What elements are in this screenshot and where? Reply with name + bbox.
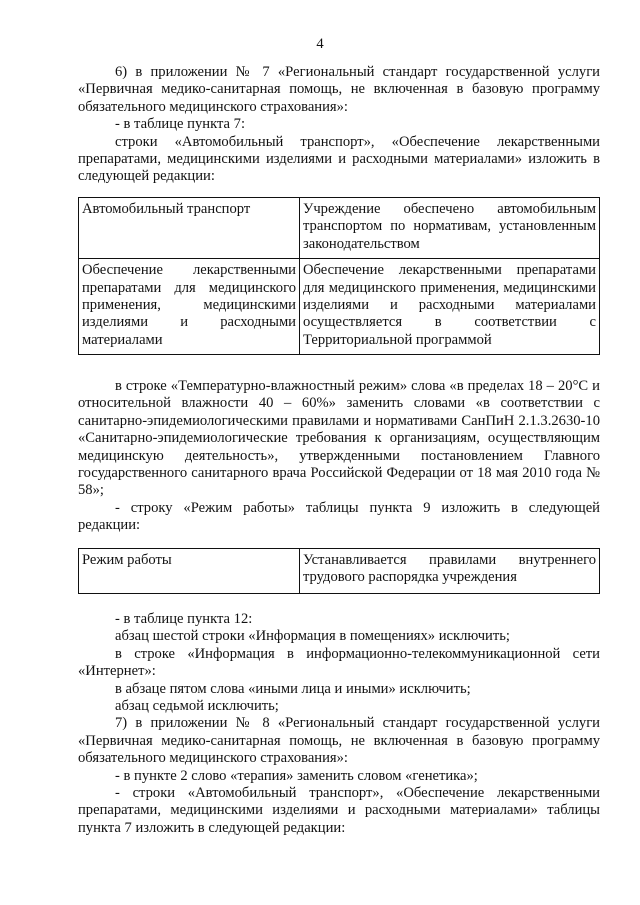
paragraph-info-internet: в строке «Информация в информационно-телекоммуникационной сети «Интернет»: <box>78 645 600 680</box>
paragraph-table-item-12: - в таблице пункта 12: <box>115 611 253 627</box>
section-amendment-6 <box>78 64 600 186</box>
table-cell: Учреждение обеспечено автомобильным транспортом по нормативам, установленным законодательством <box>300 198 600 259</box>
table-work-mode <box>78 548 600 594</box>
paragraph-info-premises: абзац шестой строки «Информация в помещениях» исключить; <box>115 628 510 645</box>
table-row <box>79 198 600 259</box>
paragraph-rows-replace: строки «Автомобильный транспорт», «Обеспечение лекарственными препаратами, медицинскими изделиями и расходными материалами» изложить в следующей редакции: <box>78 133 600 185</box>
section-temperature-mode <box>78 378 600 535</box>
paragraph-fifth-clause: в абзаце пятом слова «иными лица и иными» исключить; <box>115 680 471 697</box>
paragraph-appendix-7: 6) в приложении № 7 «Региональный стандарт государственной услуги «Первичная медико-санитарная помощь, не включенная в базовую программу обязательного медицинского страхования»: <box>78 64 600 115</box>
table-cell: Обеспечение лекарственными препаратами для медицинского применения, медицинскими изделиями и расходными материалами осуществляется в соответствии с Территориальной программой <box>300 259 600 355</box>
table-row <box>79 549 600 594</box>
table-cell: Обеспечение лекарственными препаратами для медицинского применения, медицинскими изделиями и расходными материалами <box>79 259 300 355</box>
table-cell: Режим работы <box>79 549 300 594</box>
paragraph-rows-replace-item-7: - строки «Автомобильный транспорт», «Обеспечение лекарственными препаратами, медицинскими изделиями и расходными материалами» таблицы пункта 7 изложить в следующей редакции: <box>78 785 600 836</box>
table-transport-supply <box>78 197 600 355</box>
paragraph-item-2-genetics: - в пункте 2 слово «терапия» заменить словом «генетика»; <box>115 767 478 784</box>
table-cell: Устанавливается правилами внутреннего трудового распорядка учреждения <box>300 549 600 594</box>
paragraph-appendix-8: 7) в приложении № 8 «Региональный стандарт государственной услуги «Первичная медико-санитарная помощь, не включенная в базовую программу обязательного медицинского страхования»: <box>78 715 600 767</box>
paragraph-seventh-clause: абзац седьмой исключить; <box>115 698 279 715</box>
section-amendments-12-8 <box>78 611 600 837</box>
paragraph-table-item-7: - в таблице пункта 7: <box>115 116 246 133</box>
table-cell: Автомобильный транспорт <box>79 198 300 259</box>
table-row <box>79 259 600 355</box>
paragraph-work-mode: - строку «Режим работы» таблицы пункта 9 изложить в следующей редакции: <box>78 499 600 534</box>
page-number: 4 <box>316 36 324 52</box>
paragraph-temperature: в строке «Температурно-влажностный режим» слова «в пределах 18 – 20°С и относительной влажности 40 – 60%» заменить словами «в соответствии с санитарно-эпидемиологическими правилами и нормативами СанПиН 2.1.3.2630-10 «Санитарно-эпидемиологические требования к организациям, осуществляющим медицинскую деятельность», утвержденными постановлением Главного государственного санитарного врача Российской Федерации от 18 мая 2010 года № 58»; <box>78 378 600 499</box>
